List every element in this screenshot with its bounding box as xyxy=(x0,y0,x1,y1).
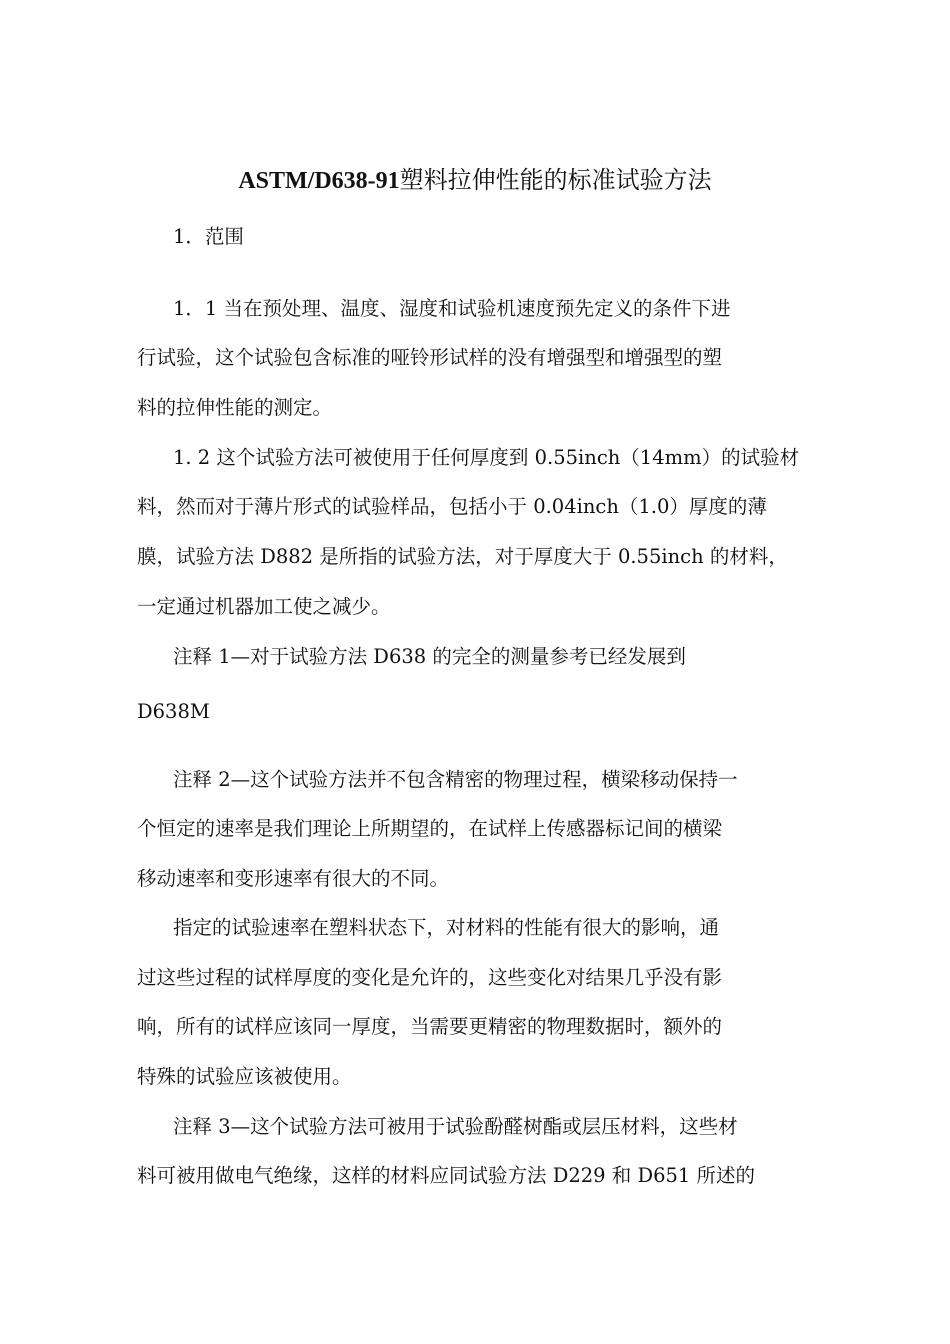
paragraph-line: 特殊的试验应该被使用。 xyxy=(137,1065,352,1088)
note-line: 料可被用做电气绝缘，这样的材料应同试验方法 D229 和 D651 所述的 xyxy=(137,1164,756,1187)
paragraph-line: 指定的试验速率在塑料状态下，对材料的性能有很大的影响，通 xyxy=(173,916,720,939)
note-line: 注释 2—这个试验方法并不包含精密的物理过程，横梁移动保持一 xyxy=(173,768,738,791)
paragraph-line: 过这些过程的试样厚度的变化是允许的，这些变化对结果几乎没有影 xyxy=(137,966,723,989)
note-line: 注释 1—对于试验方法 D638 的完全的测量参考已经发展到 xyxy=(173,645,686,668)
paragraph-line: 1. 2 这个试验方法可被使用于任何厚度到 0.55inch（14mm）的试验材 xyxy=(173,446,800,469)
note-line: 个恒定的速率是我们理论上所期望的，在试样上传感器标记间的横梁 xyxy=(137,817,723,840)
title-code: ASTM/D638-91 xyxy=(238,168,400,194)
paragraph-line: 1．1 当在预处理、温度、湿度和试验机速度预先定义的条件下进 xyxy=(173,297,731,320)
section-heading-scope: 1．范围 xyxy=(173,225,244,248)
note-line: 注释 3—这个试验方法可被用于试验酚醛树酯或层压材料，这些材 xyxy=(173,1115,738,1138)
document-title xyxy=(0,160,950,201)
note-line: 移动速率和变形速率有很大的不同。 xyxy=(137,867,450,890)
paragraph-line: 料，然而对于薄片形式的试验样品，包括小于 0.04inch（1.0）厚度的薄 xyxy=(137,495,767,518)
note-line: D638M xyxy=(137,700,210,723)
title-text: 塑料拉伸性能的标准试验方法 xyxy=(399,166,712,194)
paragraph-line: 一定通过机器加工使之减少。 xyxy=(137,595,391,618)
paragraph-line: 行试验，这个试验包含标准的哑铃形试样的没有增强型和增强型的塑 xyxy=(137,346,723,369)
paragraph-line: 料的拉伸性能的测定。 xyxy=(137,396,333,419)
paragraph-line: 响，所有的试样应该同一厚度，当需要更精密的物理数据时，额外的 xyxy=(137,1015,723,1038)
paragraph-line: 膜，试验方法 D882 是所指的试验方法，对于厚度大于 0.55inch 的材料， xyxy=(137,545,788,568)
